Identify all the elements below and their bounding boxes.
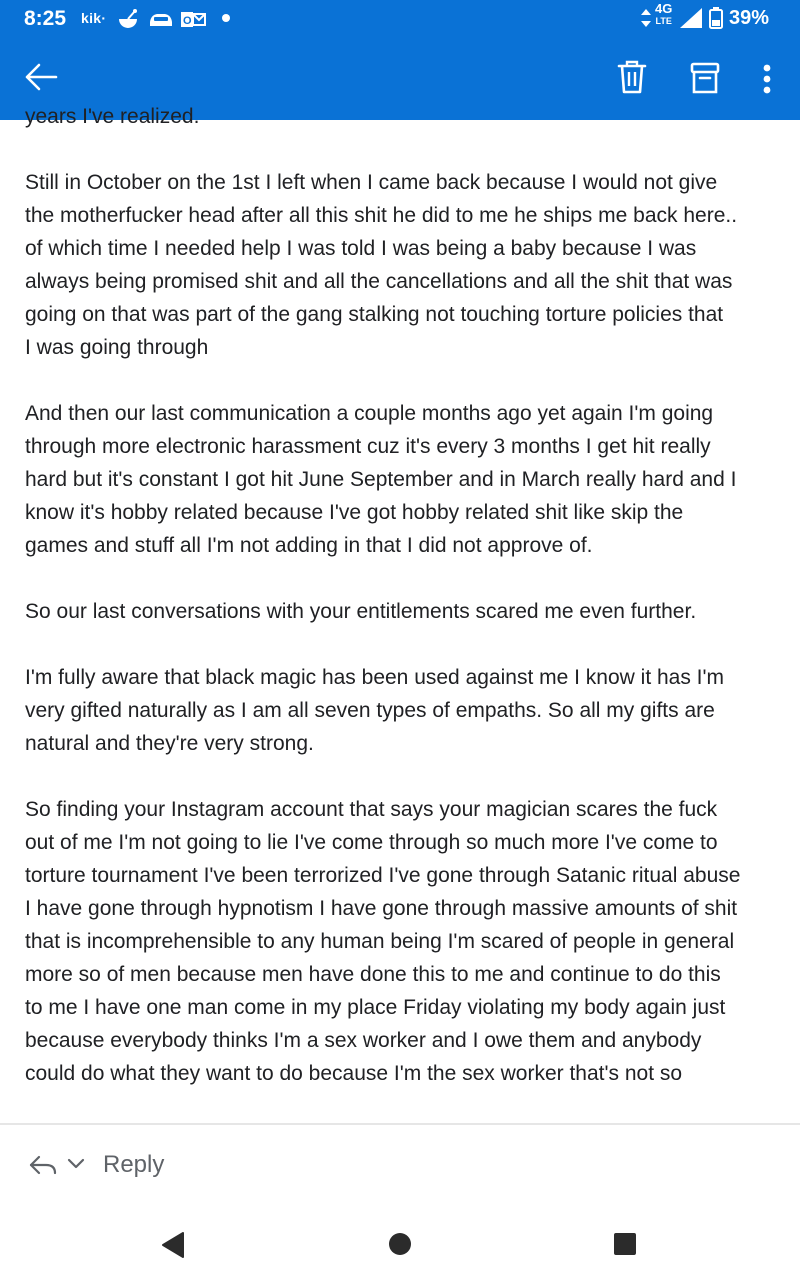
battery-percent: 39% (729, 7, 770, 29)
chevron-down-icon[interactable] (66, 1157, 86, 1176)
email-paragraph-2: And then our last communication a couple months ago yet again I'm going through more electronic harassment cuz it's every 3 months I get hit really hard but it's constant I got hit June September and in March really hard and I know it's hobby related because I've got hobby related shit like skip the games and stuff all I'm not adding in that I did not approve of. (25, 402, 737, 557)
email-paragraph-1: Still in October on the 1st I left when I came back because I would not give the motherfucker head after all this shit he did to me he ships me back here.. of which time I needed help I was told I was being a baby because I was always being promised shit and all the cancellations and all the shit that was going on that was part of the gang stalking not touching torture policies that I was going through (25, 171, 738, 359)
email-partial-line: years I've realized. (25, 105, 200, 128)
more-options-icon[interactable] (762, 64, 772, 99)
status-time: 8:25 (24, 7, 67, 30)
archive-icon[interactable] (690, 62, 720, 99)
email-paragraph-4: I'm fully aware that black magic has been used against me I know it has I'm very gifted naturally as I am all seven types of empaths. So all my gifts are natural and they're very strong. (25, 666, 725, 755)
home-circle-icon[interactable] (388, 1232, 412, 1261)
back-triangle-icon[interactable] (161, 1232, 185, 1263)
battery-icon (709, 7, 723, 34)
email-paragraph-3: So our last conversations with your entitlements scared me even further. (25, 600, 697, 623)
email-body (25, 100, 785, 1123)
reply-button[interactable]: Reply (103, 1151, 165, 1178)
svg-text:O: O (183, 15, 192, 27)
back-arrow-icon[interactable] (24, 62, 58, 97)
reply-arrow-icon[interactable] (28, 1153, 58, 1182)
more-notifications-dot (222, 14, 230, 22)
network-label: 4G (655, 1, 673, 16)
outlook-app-icon (180, 8, 206, 37)
satellite-dish-icon (116, 8, 140, 37)
reply-bar[interactable] (0, 1125, 800, 1210)
status-bar (0, 0, 800, 38)
kik-notification-icon: kik· (81, 10, 107, 26)
recents-square-icon[interactable] (613, 1232, 637, 1261)
email-paragraph-5: So finding your Instagram account that says your magician scares the fuck out of me I'm not going to lie I've come through so much more I've come to torture tournament I've been terrorized I've gone through Satanic ritual abuse I have gone through hypnotism I have gone through massive amounts of shit that is incomprehensible to any human being I'm scared of people in general more so of men because men have done this to me and continue to do this to me I have one man come in my place Friday violating my body again just because everybody thinks I'm a sex worker and I owe them and anybody could do what they want to do because I'm the sex worker that's not so (25, 798, 741, 1085)
email-content (0, 105, 800, 1123)
navigation-bar (0, 1210, 800, 1280)
signal-icon (680, 8, 702, 33)
network-sublabel: LTE (655, 16, 672, 26)
delete-icon[interactable] (617, 60, 647, 99)
network-type (655, 3, 672, 27)
car-icon (148, 8, 174, 37)
data-transfer-icon (641, 9, 651, 32)
